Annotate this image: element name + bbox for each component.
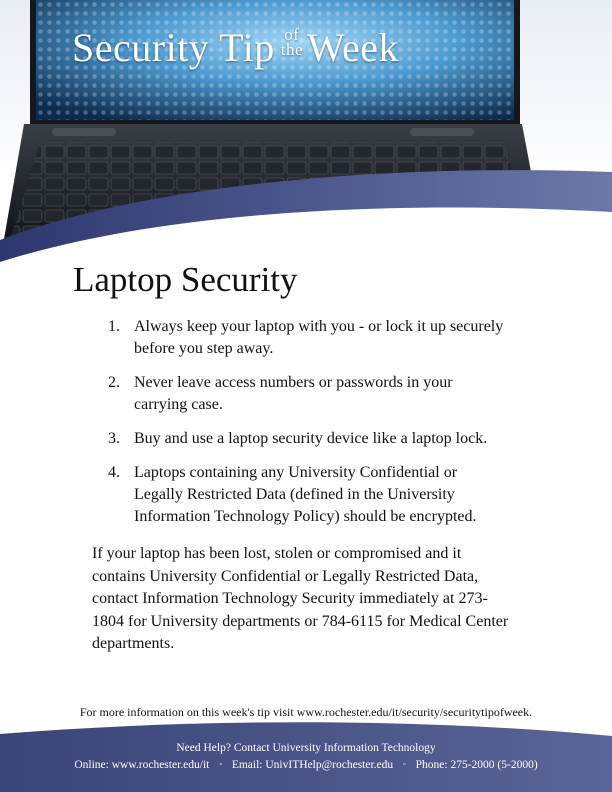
tips-list — [108, 316, 508, 540]
footer-phone: Phone: 275-2000 (5-2000) — [415, 759, 538, 771]
tip-item: 2. Never leave access numbers or passwords in your carrying case. — [108, 374, 453, 413]
tip-item: 3. Buy and use a laptop security device like a laptop lock. — [108, 430, 488, 447]
separator-icon: ▫ — [219, 760, 222, 768]
footer-contacts — [0, 757, 612, 773]
banner-title-end: Week — [307, 25, 400, 70]
page-title: Laptop Security — [73, 260, 298, 299]
banner-of-the: of the — [280, 25, 303, 59]
tip-item: 4. Laptops containing any University Confidential or Legally Restricted Data (defined in the University Information Technology Policy) should be encrypted. — [108, 464, 477, 525]
header-banner — [0, 0, 612, 262]
tip-item: 1. Always keep your laptop with you - or lock it up securely before you step away. — [108, 318, 504, 357]
footer-email: Email: UnivITHelp@rochester.edu — [231, 759, 394, 771]
banner-title — [72, 24, 399, 72]
footer-online: Online: www.rochester.edu/it — [74, 759, 210, 771]
more-info-link-text: For more information on this week's tip visit www.rochester.edu/it/security/securitytipofweek. — [79, 705, 533, 719]
banner-title-start: Security Tip — [72, 25, 275, 70]
incident-instructions: If your laptop has been lost, stolen or compromised and it contains University Confidential or Legally Restricted Data, contact Information Technology Security immediately at 273-1804 for University departments or 784-6115 for Medical Center departments. — [92, 545, 509, 652]
separator-icon: ▫ — [403, 760, 406, 768]
footer-help: Need Help? Contact University Information Technology — [176, 742, 436, 754]
